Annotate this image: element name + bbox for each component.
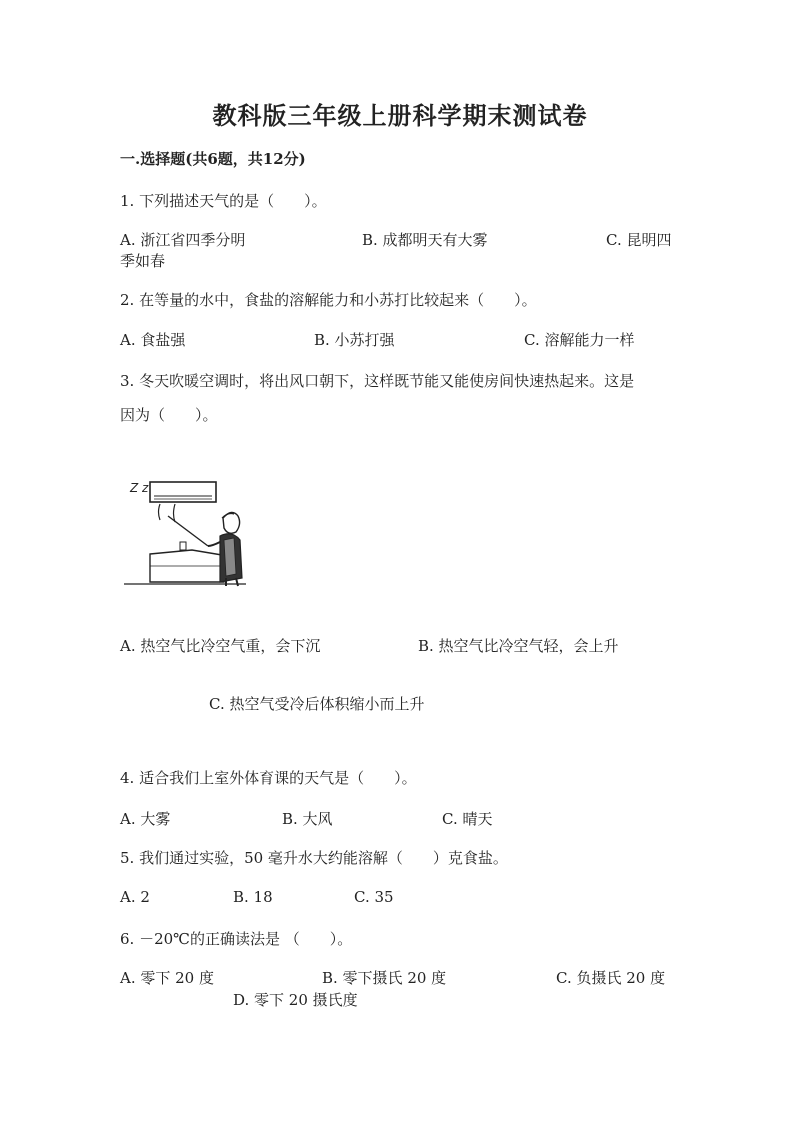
question-1-option-c[interactable]: C. 昆明四: [606, 231, 672, 249]
question-6-option-d[interactable]: D. 零下 20 摄氏度: [233, 991, 358, 1009]
air-conditioner-illustration: [120, 474, 250, 590]
question-3-option-c[interactable]: C. 热空气受冷后体积缩小而上升: [209, 695, 425, 713]
question-1-option-a[interactable]: A. 浙江省四季分明: [120, 231, 246, 249]
question-3-option-a[interactable]: A. 热空气比冷空气重，会下沉: [120, 637, 321, 655]
question-6-option-b[interactable]: B. 零下摄氏 20 度: [322, 969, 447, 987]
question-3-option-b[interactable]: B. 热空气比冷空气轻，会上升: [418, 637, 619, 655]
question-5-option-b[interactable]: B. 18: [233, 888, 273, 906]
question-4-stem: 4. 适合我们上室外体育课的天气是（ ）。: [120, 769, 417, 787]
question-4-option-a[interactable]: A. 大雾: [120, 810, 171, 828]
question-3-stem-line-1: 3. 冬天吹暖空调时，将出风口朝下，这样既节能又能使房间快速热起来。这是: [120, 372, 635, 390]
question-5-stem: 5. 我们通过实验，50 毫升水大约能溶解（ ）克食盐。: [120, 849, 508, 867]
question-4-option-c[interactable]: C. 晴天: [442, 810, 493, 828]
question-1-option-b[interactable]: B. 成都明天有大雾: [362, 231, 488, 249]
question-5-option-c[interactable]: C. 35: [354, 888, 394, 906]
question-4-option-b[interactable]: B. 大风: [282, 810, 333, 828]
question-2-option-b[interactable]: B. 小苏打强: [314, 331, 395, 349]
question-6-option-a[interactable]: A. 零下 20 度: [120, 969, 214, 987]
question-6-option-c[interactable]: C. 负摄氏 20 度: [556, 969, 666, 987]
question-1-option-c-continued: 季如春: [120, 252, 166, 270]
question-2-stem: 2. 在等量的水中，食盐的溶解能力和小苏打比较起来（ ）。: [120, 291, 537, 309]
question-3-stem-line-2: 因为（ ）。: [120, 406, 218, 424]
question-1-stem: 1. 下列描述天气的是（ ）。: [120, 192, 327, 210]
question-2-option-c[interactable]: C. 溶解能力一样: [524, 331, 635, 349]
page-title: 教科版三年级上册科学期末测试卷: [212, 101, 588, 130]
question-6-stem: 6. －20℃的正确读法是 （ ）。: [120, 930, 353, 948]
section-heading: 一.选择题(共6题，共12分): [120, 150, 306, 168]
sleep-zz-text: Z z: [130, 481, 149, 495]
question-5-option-a[interactable]: A. 2: [120, 888, 150, 906]
question-2-option-a[interactable]: A. 食盐强: [120, 331, 186, 349]
